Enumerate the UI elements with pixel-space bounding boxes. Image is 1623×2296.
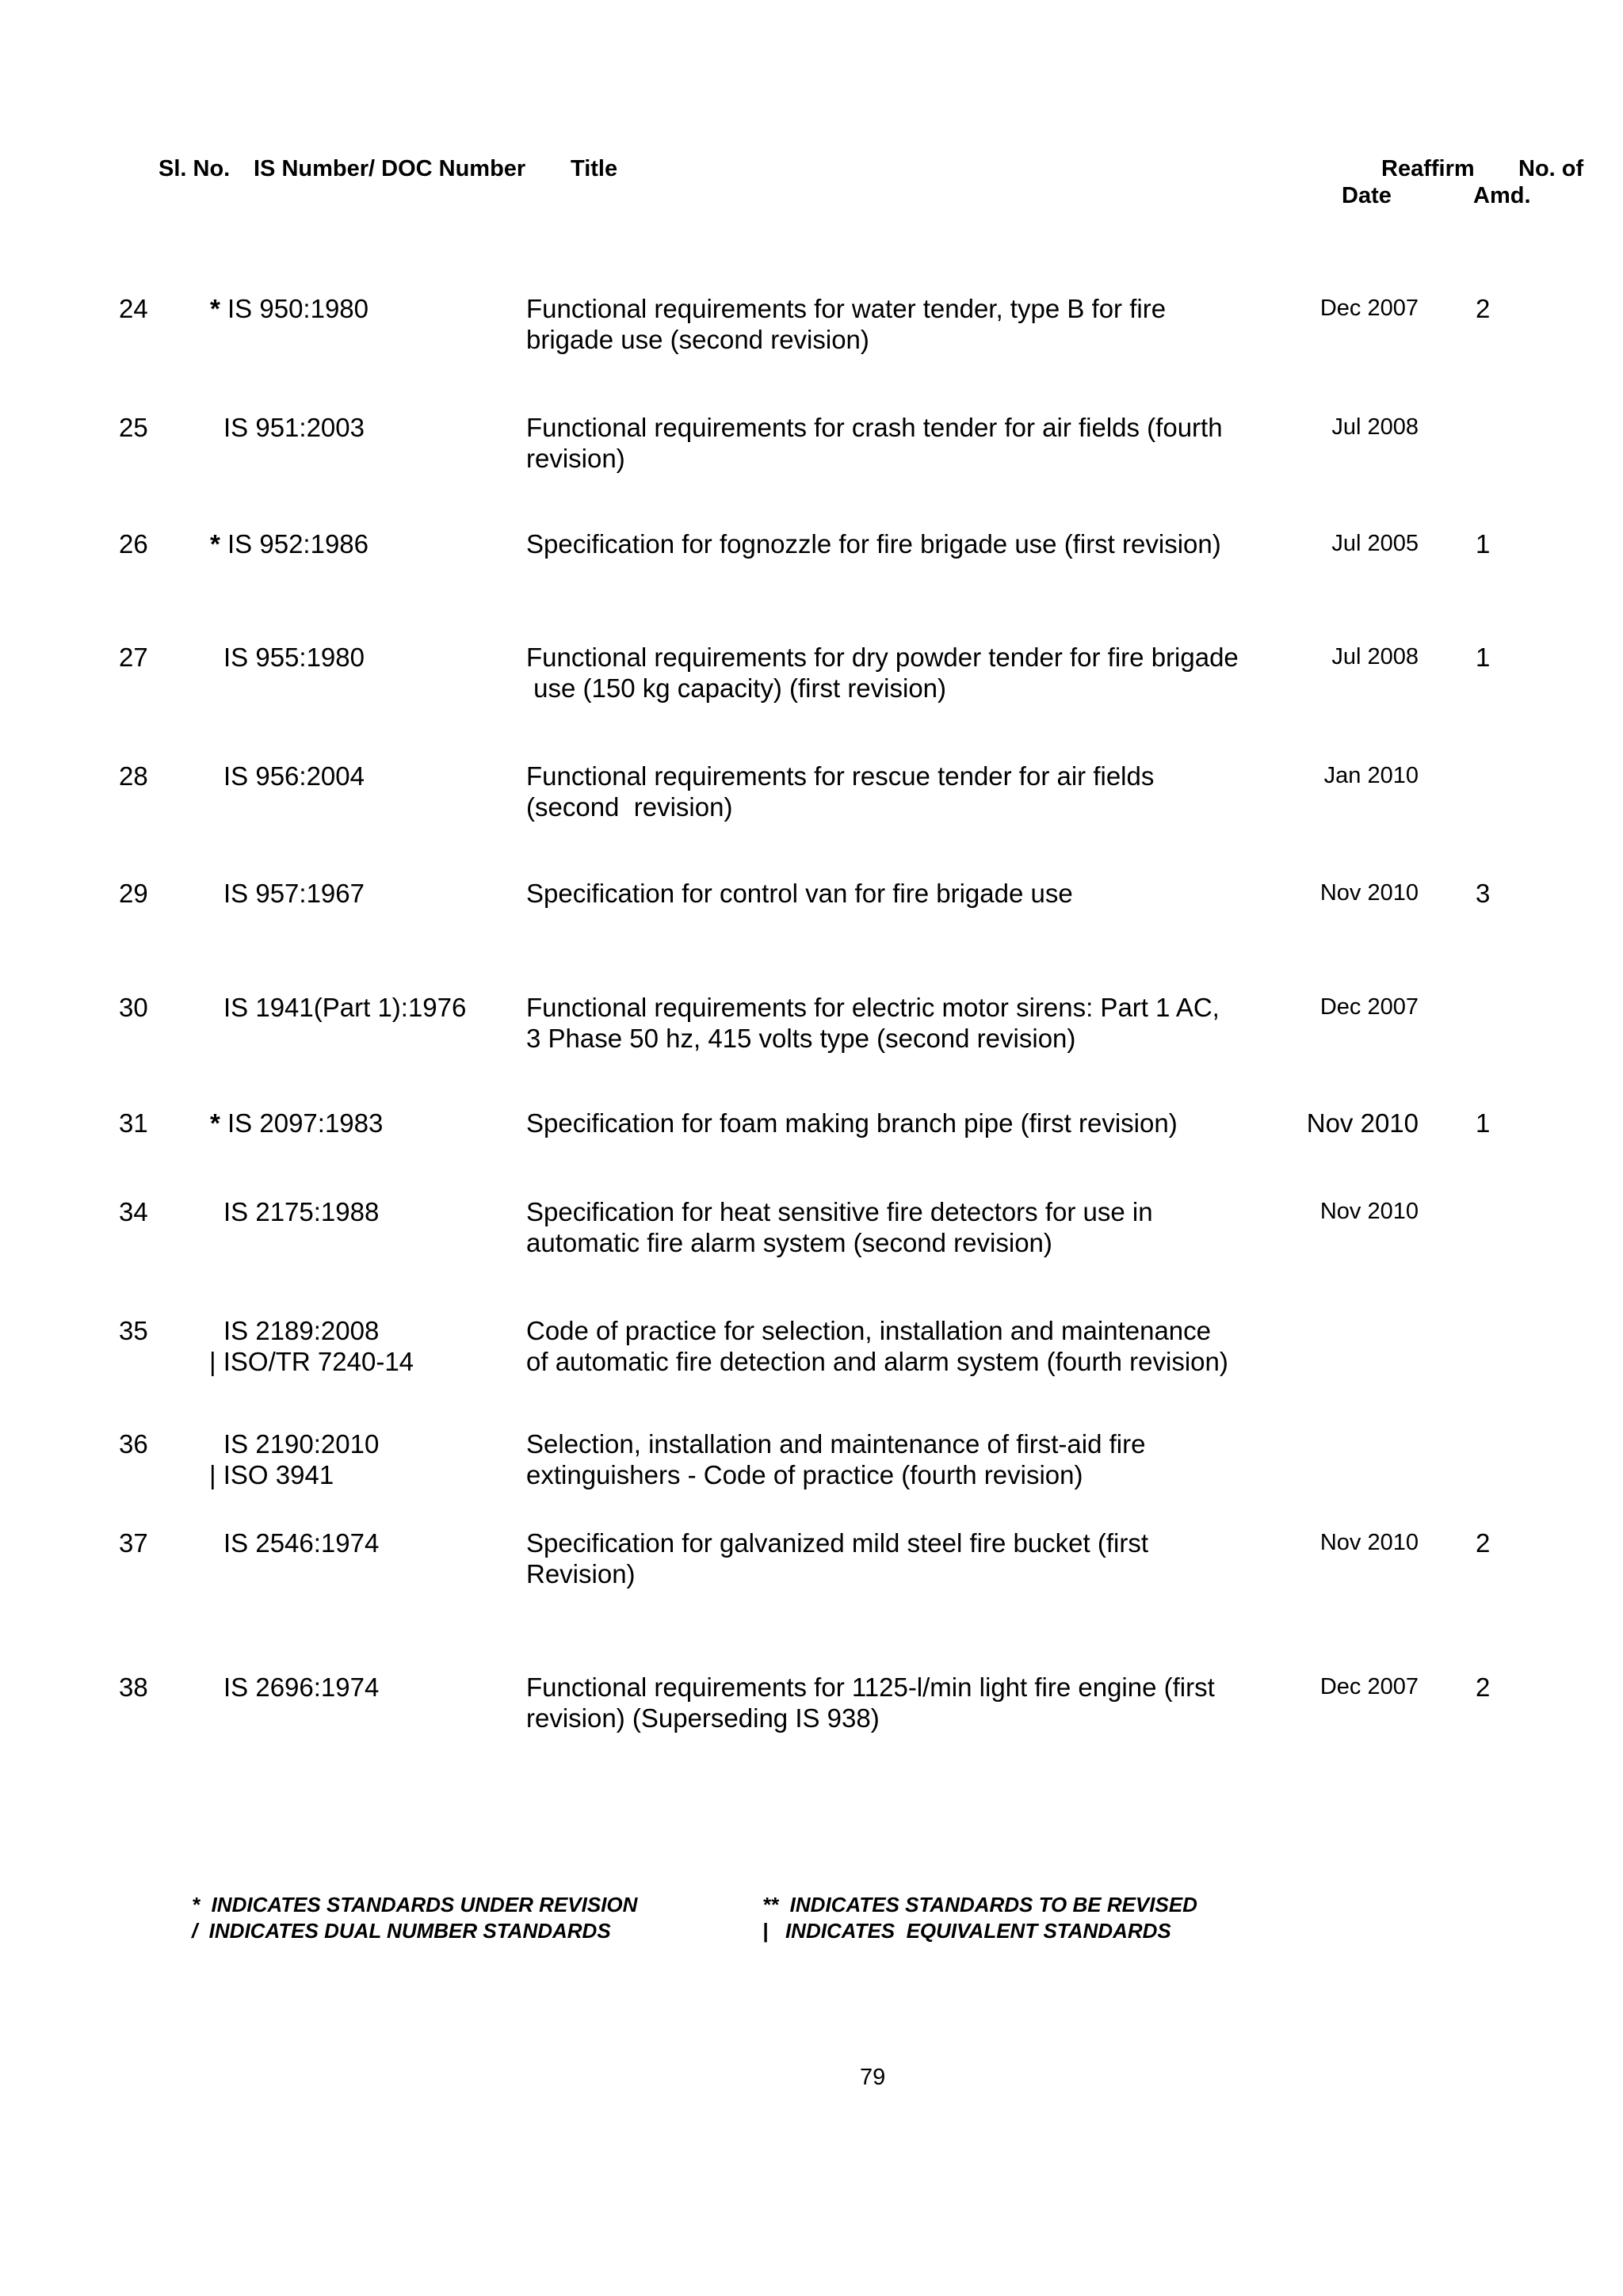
- header-reaffirm: Reaffirm: [1381, 156, 1475, 181]
- table-row: [0, 878, 1623, 973]
- row-sl-no: 24: [119, 294, 148, 323]
- row-title: Specification for galvanized mild steel fire bucket (first Revision): [526, 1528, 1149, 1589]
- row-is-number: IS 951:2003: [223, 413, 365, 442]
- row-sl-no: 31: [119, 1108, 148, 1138]
- row-reaffirm-date: Nov 2010: [1306, 1108, 1419, 1138]
- table-row: [0, 293, 1623, 388]
- header-date: Date: [1342, 183, 1392, 208]
- row-reaffirm-date: Jan 2010: [1323, 763, 1419, 788]
- row-sl-no: 29: [119, 879, 148, 908]
- row-title: Specification for control van for fire brigade use: [526, 879, 1073, 908]
- row-is-number: IS 2546:1974: [223, 1528, 380, 1558]
- row-is-number: * IS 2097:1983: [210, 1108, 384, 1138]
- row-is-number: IS 956:2004: [223, 761, 365, 791]
- row-title: Functional requirements for 1125-l/min light fire engine (first revision) (Superseding IS 938): [526, 1672, 1215, 1733]
- row-amd-count: 3: [1476, 879, 1491, 908]
- legend-equivalent: | INDICATES EQUIVALENT STANDARDS: [762, 1919, 1171, 1943]
- row-sl-no: 26: [119, 529, 148, 559]
- row-is-number: IS 2696:1974: [223, 1672, 380, 1702]
- row-is-number: * IS 952:1986: [210, 529, 369, 559]
- row-reaffirm-date: Nov 2010: [1319, 1530, 1419, 1555]
- header-sl-no: Sl. No.: [158, 156, 231, 181]
- header-no-of: No. of: [1518, 156, 1584, 181]
- row-is-number: IS 957:1967: [223, 879, 365, 908]
- row-is-number: IS 2190:2010 | ISO 3941: [209, 1429, 380, 1489]
- row-is-number: IS 1941(Part 1):1976: [223, 993, 467, 1022]
- row-sl-no: 38: [119, 1672, 148, 1702]
- table-row: [0, 1527, 1623, 1623]
- row-sl-no: 28: [119, 761, 148, 791]
- row-is-number: * IS 950:1980: [210, 294, 369, 323]
- row-title: Functional requirements for rescue tender for air fields (second revision): [526, 761, 1155, 822]
- header-title: Title: [571, 156, 618, 181]
- row-title: Specification for heat sensitive fire detectors for use in automatic fire alarm system (second revision): [526, 1197, 1153, 1257]
- row-title: Specification for fognozzle for fire brigade use (first revision): [526, 529, 1221, 559]
- row-title: Specification for foam making branch pipe (first revision): [526, 1108, 1178, 1138]
- table-row: [0, 412, 1623, 507]
- revision-star: *: [210, 529, 220, 559]
- row-title: Functional requirements for dry powder tender for fire brigade use (150 kg capacity) (first revision): [526, 643, 1239, 703]
- page-number: 79: [860, 2065, 886, 2090]
- row-sl-no: 34: [119, 1197, 148, 1226]
- row-amd-count: 2: [1476, 1672, 1491, 1702]
- row-title: Code of practice for selection, installation and maintenance of automatic fire detection and alarm system (fourth revision): [526, 1316, 1228, 1376]
- row-amd-count: 1: [1476, 643, 1491, 672]
- header-amd: Amd.: [1473, 183, 1531, 208]
- row-is-number: IS 2189:2008 | ISO/TR 7240-14: [209, 1316, 414, 1376]
- row-sl-no: 30: [119, 993, 148, 1022]
- row-amd-count: 1: [1476, 529, 1491, 559]
- row-title: Functional requirements for water tender, type B for fire brigade use (second revision): [526, 294, 1167, 354]
- table-row: [0, 1196, 1623, 1291]
- row-is-number: IS 2175:1988: [223, 1197, 380, 1226]
- row-amd-count: 2: [1476, 294, 1491, 323]
- header-is-number: IS Number/ DOC Number: [254, 156, 526, 181]
- revision-star: *: [210, 1108, 220, 1138]
- row-reaffirm-date: Dec 2007: [1319, 994, 1419, 1020]
- row-reaffirm-date: Nov 2010: [1319, 1199, 1419, 1224]
- row-reaffirm-date: Dec 2007: [1319, 296, 1419, 321]
- table-row: [0, 642, 1623, 737]
- row-is-number: IS 955:1980: [223, 643, 365, 672]
- row-title: Selection, installation and maintenance of first-aid fire extinguishers - Code of practice (fourth revision): [526, 1429, 1146, 1489]
- table-row: [0, 1315, 1623, 1410]
- row-title: Functional requirements for crash tender for air fields (fourth revision): [526, 413, 1223, 473]
- table-row: [0, 992, 1623, 1087]
- legend-dual-number: / INDICATES DUAL NUMBER STANDARDS: [192, 1919, 611, 1943]
- table-row: [0, 761, 1623, 856]
- row-sl-no: 27: [119, 643, 148, 672]
- row-sl-no: 36: [119, 1429, 148, 1459]
- row-reaffirm-date: Jul 2005: [1331, 531, 1419, 556]
- row-sl-no: 35: [119, 1316, 148, 1345]
- table-row: [0, 1108, 1623, 1203]
- row-reaffirm-date: Nov 2010: [1319, 880, 1419, 906]
- row-sl-no: 25: [119, 413, 148, 442]
- row-sl-no: 37: [119, 1528, 148, 1558]
- table-row: [0, 1428, 1623, 1524]
- row-title: Functional requirements for electric motor sirens: Part 1 AC, 3 Phase 50 hz, 415 volts type (second revision): [526, 993, 1220, 1053]
- row-reaffirm-date: Jul 2008: [1331, 414, 1419, 440]
- table-row: [0, 528, 1623, 624]
- row-amd-count: 2: [1476, 1528, 1491, 1558]
- legend-to-be-revised: ** INDICATES STANDARDS TO BE REVISED: [762, 1893, 1197, 1917]
- revision-star: *: [210, 294, 220, 323]
- table-row: [0, 1672, 1623, 1767]
- legend-under-revision: * INDICATES STANDARDS UNDER REVISION: [192, 1893, 638, 1917]
- row-reaffirm-date: Dec 2007: [1319, 1674, 1419, 1699]
- row-amd-count: 1: [1476, 1108, 1491, 1138]
- row-reaffirm-date: Jul 2008: [1331, 644, 1419, 669]
